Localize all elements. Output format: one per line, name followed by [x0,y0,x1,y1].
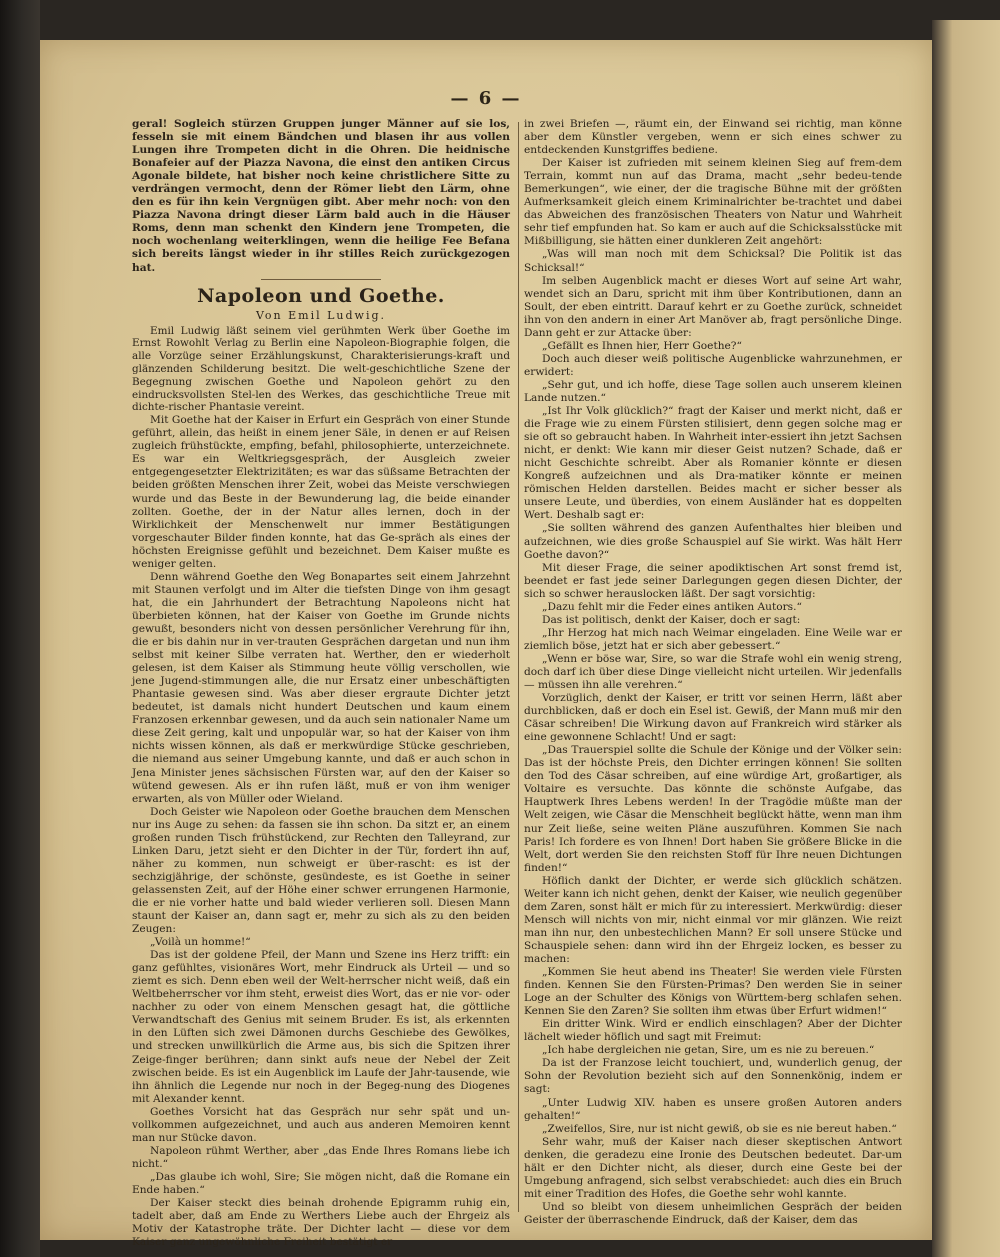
article-paragraph: Mit Goethe hat der Kaiser in Erfurt ein Gespräch von einer Stunde geführt, allein, das heißt in einem jener Säle, in denen er auf Reisen zugleich frühstückte, empfing, befahl, philosophierte, unterzeichnete. Es war ein Weltkriegsgespräch, der Ausgleich zweier entgegengesetzter Elektrizitäten; es war das süßsame Betrachten der beiden größten Menschen ihrer Zeit, wobei das Meiste verschwiegen wurde und das Beste in der Bewunderung lag, die beide einander zollten. Goethe, der in der Natur alles lernen, doch in der Wirklichkeit der Menschenwelt nur immer Bestätigungen vorgeschauter Bilder finden konnte, hat das Ge-spräch als eines der höchsten Ereignisse gefühlt und bezeichnet. Dem Kaiser mußte es weniger gelten. [132,414,510,570]
top-paragraph: geral! Sogleich stürzen Gruppen junger Männer auf sie los, fesseln sie mit einem Bändchen und blasen ihr aus vollen Lungen ihre Trompeten dicht in die Ohren. Die heidnische Bonafeier auf der Piazza Navona, die einst den antiken Circus Agonale bildete, hat bisher noch keine christlichere Sitte zu verdrängen vermocht, denn der Römer liebt den Lärm, ohne den es für ihn kein Vergnügen gibt. Aber mehr noch: von den Piazza Navona dringt dieser Lärm bald auch in die Häuser Roms, denn man schenkt den Kindern jene Trompeten, die noch wochenlang weiterklingen, wenn die heilige Fee Befana sich bereits längst wieder in ihr stilles Reich zurückgezogen hat. [132,118,510,274]
column-divider [518,122,519,1212]
article-paragraph: Goethes Vorsicht hat das Gespräch nur sehr spät und un-vollkommen aufgezeichnet, und auch aus anderen Memoiren kennt man nur Stücke davon. [132,1105,510,1144]
article-paragraph: Mit dieser Frage, die seiner apodiktischen Art sonst fremd ist, beendet er fast jede seiner Darlegungen gegen diesen Dichter, der sich so schwer herauslocken läßt. Der sagt vorsichtig: [524,561,902,600]
right-column [524,118,902,1230]
divider-line [261,279,381,280]
book-binding [0,0,40,1257]
article-paragraph: „Was will man noch mit dem Schicksal? Die Politik ist das Schicksal!“ [524,248,902,274]
article-paragraph: Der Kaiser ist zufrieden mit seinem kleinen Sieg auf frem-dem Terrain, kommt nun auf das Drama, macht „sehr bedeu-tende Bemerkungen“, wie einer, der die tragische Bühne mit der größten Aufmerksamkeit gleich einem Kriminalrichter be-trachtet und dabei das Abweichen des französischen Theaters von Natur und Wahrheit sehr tief empfunden hat. So kam er auch auf die Schicksalsstücke mit Mißbilligung, sie hätten einer dunkleren Zeit angehört: [524,157,902,248]
article-paragraph: „Sehr gut, und ich hoffe, diese Tage sollen auch unserem kleinen Lande nutzen.“ [524,378,902,404]
facing-page-edge [932,20,1000,1257]
article-paragraph: „Das glaube ich wohl, Sire; Sie mögen nicht, daß die Romane ein Ende haben.“ [132,1170,510,1196]
article-paragraph: „Sie sollten während des ganzen Aufenthaltes hier bleiben und aufzeichnen, wie dies große Schauspiel auf Sie wirkt. Was hält Herr Goethe davon?“ [524,522,902,561]
article-paragraph: „Ist Ihr Volk glücklich?“ fragt der Kaiser und merkt nicht, daß er die Frage wie zu einem Fürsten stilisiert, denn gegen solche mag er sie oft so gebraucht haben. In Wahrheit inter-essiert ihn jetzt Sachsen nicht, er denkt: Wie kann mir dieser Geist nutzen? Schade, daß er nicht Geschichte schreibt. Aber als Romanier könnte er diesen Kongreß aufzeichnen und als Dra-matiker könnte er meinen römischen Helden darstellen. Beides macht er sicher besser als unsere Leute, und überdies, von einem Ausländer hat es doppelten Wert. Deshalb sagt er: [524,405,902,522]
article-paragraph: in zwei Briefen —, räumt ein, der Einwand sei richtig, man könne aber dem Künstler vergeben, wenn er sich eines schwer zu entdeckenden Kunstgriffes bediene. [524,118,902,157]
article-paragraph: „Kommen Sie heut abend ins Theater! Sie werden viele Fürsten finden. Kennen Sie den Fürsten-Primas? Den werden Sie in seiner Loge an der Schulter des Königs von Württem-berg schlafen sehen. Kennen Sie den Zaren? Sie sollten ihm etwas über Erfurt widmen!“ [524,966,902,1018]
article-paragraph: Im selben Augenblick macht er dieses Wort auf seine Art wahr, wendet sich an Daru, spricht mit ihm über Kontributionen, dann an Soult, der eben eintritt. Darauf kehrt er zu Goethe zurück, schneidet ihn von den andern in einer Art Manöver ab, fragt persönliche Dinge. Dann geht er zur Attacke über: [524,274,902,339]
article-paragraph: Das ist der goldene Pfeil, der Mann und Szene ins Herz trifft: ein ganz gefühltes, visionäres Wort, mehr Eindruck als Urteil — und so ziemt es sich. Denn eben weil der Welt-herrscher nicht weiß, daß ein Weltbeherrscher vor ihm steht, erweist dies Wort, das er nie vor- oder nachher zu oder von einem Menschen gesagt hat, die göttliche Verwandtschaft des Genius mit seinem Bruder. Es ist, als erkennten in den Lüften sich zwei Dämonen durchs Geschiebe des Gewölkes, und strecken unwillkürlich die Arme aus, bis sich die Spitzen ihrer Zeige-finger berühren; dann sinkt aufs neue der Nebel der Zeit zwischen beide. Es ist ein Augenblick im Laufe der Jahr-tausende, wie ihn ähnlich die Legende nur noch in der Begeg-nung des Diogenes mit Alexander kennt. [132,949,510,1105]
left-column [132,118,510,1249]
newspaper-page [40,40,932,1249]
article-paragraph: Doch Geister wie Napoleon oder Goethe brauchen dem Menschen nur ins Auge zu sehen: da fassen sie ihn schon. Da sitzt er, an einem großen runden Tisch frühstückend, zur Rechten den Talleyrand, zur Linken Daru, jetzt sieht er den Dichter in der Tür, fordert ihn auf, näher zu kommen, nun schweigt er über-rascht: es ist der sechzigjährige, der schönste, gesündeste, es ist Goethe in seiner gelassensten Zeit, auf der Höhe einer schwer errungenen Harmonie, die er nie vorher hatte und bald wieder verlieren soll. Diesen Mann staunt der Kaiser an, dann sagt er, mehr zu sich als zu den beiden Zeugen: [132,805,510,936]
article-paragraph: „Zweifellos, Sire, nur ist nicht gewiß, ob sie es nie bereut haben.“ [542,1122,897,1135]
left-paragraphs [132,414,510,1249]
article-paragraph: „Gefällt es Ihnen hier, Herr Goethe?“ [542,339,742,352]
right-paragraphs [524,118,902,1227]
article-paragraph: „Das Trauerspiel sollte die Schule der Könige und der Völker sein: Das ist der höchste Preis, den Dichter erringen können! Sie sollten den Tod des Cäsar schreiben, auf eine würdige Art, großartiger, als Voltaire es versuchte. Das könnte die schönste Aufgabe, das Hauptwerk Ihres Lebens werden! In der Tragödie müßte man der Welt zeigen, wie Cäsar die Menschheit beglückt hätte, wenn man ihm nur Zeit ließe, seine weiten Pläne auszuführen. Kommen Sie nach Paris! Ich fordere es von Ihnen! Dort haben Sie größere Blicke in die Welt, dort werden Sie den reichsten Stoff für Ihre neuen Dichtungen finden!“ [524,744,902,874]
article-paragraph: „Dazu fehlt mir die Feder eines antiken Autors.“ [542,600,802,613]
byline: Von Emil Ludwig. [255,308,387,322]
article-paragraph: „Unter Ludwig XIV. haben es unsere großen Autoren anders gehalten!“ [524,1096,902,1122]
article-paragraph: Doch auch dieser weiß politische Augenblicke wahrzunehmen, er erwidert: [524,352,902,378]
article-paragraph: Vorzüglich, denkt der Kaiser, er tritt vor seinen Herrn, läßt aber durchblicken, daß er doch ein Esel ist. Gewiß, der Mann muß mir den Cäsar schreiben! Die Wirkung davon auf Frankreich wird stärker als eine gewonnene Schlacht! Und er sagt: [524,692,902,744]
article-paragraph: „Ihr Herzog hat mich nach Weimar eingeladen. Eine Weile war er ziemlich böse, jetzt hat er sich aber gebessert.“ [524,626,902,652]
article-paragraph: Höflich dankt der Dichter, er werde sich glücklich schätzen. Weiter kann ich nicht gehen, denkt der Kaiser, wie neulich gegenüber dem Zaren, sonst hält er mich für zu interessiert. Merkwürdig: dieser Mensch will nichts von mir, nicht einmal vor mir glänzen. Wie reizt man ihn nur, den unbestechlichen Mann? Er soll unsere Stücke und Schauspiele sehen: dann wird ihn der Ehrgeiz locken, es besser zu machen: [524,874,902,965]
article-title: Napoleon und Goethe. [197,284,445,307]
article-paragraph: „Voilà un homme!“ [150,936,251,949]
article-paragraph: Ein dritter Wink. Wird er endlich einschlagen? Aber der Dichter lächelt wieder höflich und sagt mit Freimut: [524,1018,902,1044]
article-paragraph: „Ich habe dergleichen nie getan, Sire, um es nie zu bereuen.“ [542,1044,875,1057]
article-paragraph: Denn während Goethe den Weg Bonapartes seit einem Jahrzehnt mit Staunen verfolgt und im Alter die tiefsten Dinge von ihm gesagt hat, die ein Jahrhundert der Betrachtung Napoleons nicht hat überbieten können, hat der Kaiser von Goethe im Grunde nichts gewußt, besonders nicht von dessen persönlicher Verehrung für ihn, die er bis dahin nur in ver-trauten Gesprächen dargetan und nun ihm selbst mit keiner Silbe verraten hat. Werther, den er wiederholt gelesen, ist dem Kaiser als Stimmung heute völlig verschollen, wie jene Jugend-stimmungen alle, die nur Ersatz einer unbeschäftigten Phantasie gewesen sind. Was aber dieser ergraute Dichter jetzt bedeutet, ist damals nicht hundert Deutschen und kaum einem Franzosen erkennbar gewesen, und da auch sein nationaler Name um diese Zeit gering, kalt und unpopulär war, so hat der Kaiser von ihm nichts wissen können, als daß er merkwürdige Stücke geschrieben, die niemand aus seiner Umgebung kannte, und daß er auch schon in Jena Minister jenes sächsischen Fürsten war, auf den der Kaiser so wütend gewesen. Als er ihn rufen läßt, muß er von ihm weniger erwarten, als von Müller oder Wieland. [132,570,510,805]
article-paragraph: Da ist der Franzose leicht touchiert, und, wunderlich genug, der Sohn der Revolution bezieht sich auf den Sonnenkönig, indem er sagt: [524,1057,902,1096]
article-intro: Emil Ludwig läßt seinem viel gerühmten Werk über Goethe im Ernst Rowohlt Verlag zu Berlin eine Napoleon-Biographie folgen, die alle Vorzüge seiner Erzählungskunst, Charakterisierungs-kraft und glänzenden Schilderung besitzt. Die welt-geschichtliche Szene der Begegnung zwischen Goethe und Napoleon gehört zu den eindrucksvollsten Stel-len des Werkes, das geschichtliche Treue mit dichte-rischer Phantasie vereint. [132,324,510,414]
page-number: — 6 — [450,88,522,109]
article-paragraph: Das ist politisch, denkt der Kaiser, doch er sagt: [542,613,801,626]
article-paragraph: Und so bleibt von diesem unheimlichen Gespräch der beiden Geister der überraschende Eindruck, daß der Kaiser, dem das [524,1200,902,1226]
article-paragraph: Der Kaiser steckt dies beinah drohende Epigramm ruhig ein, tadelt aber, daß am Ende zu Werthers Liebe auch der Ehrgeiz als Motiv der Katastrophe träte. Der Dichter lacht — diese vor dem Kaiser ganz ungewöhnliche Freiheit bestätigt er [132,1197,510,1249]
article-paragraph: Sehr wahr, muß der Kaiser nach dieser skeptischen Antwort denken, die geradezu eine Ironie des Deutschen bedeutet. Dar-um hält er den Dichter nicht, als dieser, durch eine Geste bei der Umgebung anfragend, sich selbst verabschiedet: auch dies ein Bruch mit einer Tradition des Hofes, die Goethe sehr wohl kannte. [524,1135,902,1200]
article-paragraph: „Wenn er böse war, Sire, so war die Strafe wohl ein wenig streng, doch darf ich über diese Dinge vielleicht nicht urteilen. Wir jedenfalls — müssen ihn alle verehren.“ [524,652,902,692]
article-paragraph: Napoleon rühmt Werther, aber „das Ende Ihres Romans liebe ich nicht.“ [132,1144,510,1170]
